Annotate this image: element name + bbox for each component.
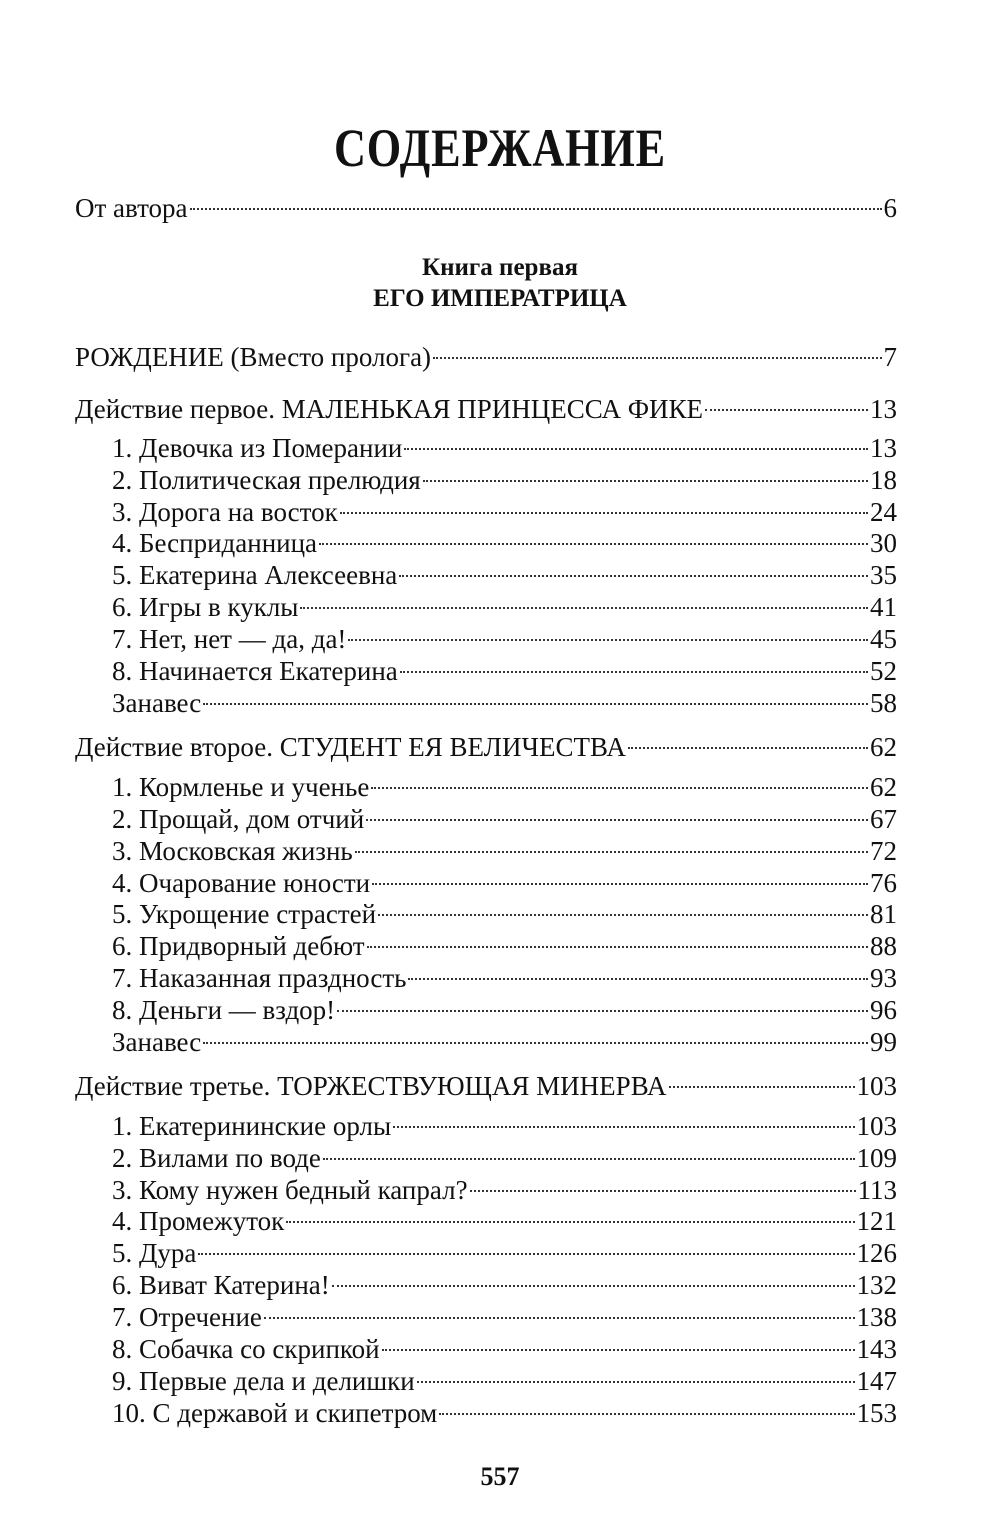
dot-leader: [433, 357, 881, 359]
dot-leader: [203, 1042, 868, 1044]
toc-chapter: [112, 622, 897, 656]
toc-entry-label: Занавес: [112, 688, 202, 718]
toc-entry-page: 103: [856, 1111, 897, 1141]
book-subtitle: ЕГО ИМПЕРАТРИЦА: [373, 285, 627, 312]
toc-entry-page: 126: [856, 1238, 897, 1268]
dot-leader: [439, 1413, 854, 1415]
dot-leader: [669, 1086, 855, 1088]
toc-chapter: [112, 558, 897, 592]
toc-act-1: [75, 392, 897, 426]
toc-chapter: [112, 993, 897, 1027]
toc-entry-page: 58: [870, 688, 897, 718]
dot-leader: [399, 575, 868, 577]
toc-entry-label: 9. Первые дела и делишки: [112, 1366, 415, 1396]
dot-leader: [332, 1285, 855, 1287]
toc-entry-label: 2. Политическая прелюдия: [112, 465, 421, 495]
toc-entry-page: 35: [870, 560, 897, 590]
toc-entry-label: 6. Придворный дебют: [112, 931, 365, 961]
toc-entry-label: 4. Промежуток: [112, 1206, 285, 1236]
toc-entry-page: 13: [870, 394, 897, 424]
dot-leader: [340, 512, 868, 514]
toc-entry-page: 88: [870, 931, 897, 961]
toc-entry-page: 13: [870, 433, 897, 463]
toc-chapter: [112, 590, 897, 624]
dot-leader: [705, 409, 868, 411]
book-heading: Книга первая: [422, 254, 578, 281]
toc-entry-label: 3. Дорога на восток: [112, 497, 338, 527]
toc-entry-label: 1. Екатерининские орлы: [112, 1111, 392, 1141]
dot-leader: [203, 703, 868, 705]
dot-leader: [348, 639, 868, 641]
dot-leader: [423, 480, 868, 482]
dot-leader: [417, 1381, 855, 1383]
toc-chapter: [112, 431, 897, 465]
page-number: 557: [480, 1462, 520, 1491]
toc-chapter: [112, 495, 897, 529]
toc-chapter: [112, 686, 897, 720]
toc-entry-label: 3. Кому нужен бедный капрал?: [112, 1175, 468, 1205]
toc-chapter: [112, 961, 897, 995]
toc-entry-label: Действие третье. ТОРЖЕСТВУЮЩАЯ МИНЕРВА: [75, 1071, 667, 1101]
toc-chapter: [112, 1236, 897, 1270]
toc-entry-label: 7. Отречение: [112, 1302, 262, 1332]
dot-leader: [367, 946, 868, 948]
toc-chapter: [112, 802, 897, 836]
toc-entry-label: 4. Очарование юности: [112, 868, 371, 898]
dot-leader: [372, 883, 868, 885]
toc-entry-page: 41: [870, 592, 897, 622]
toc-entry-page: 81: [870, 899, 897, 929]
dot-leader: [323, 1158, 855, 1160]
toc-entry-label: 4. Бесприданница: [112, 528, 318, 558]
toc-chapter: [112, 929, 897, 963]
toc-chapter: [112, 1300, 897, 1334]
toc-entry-label: 10. С державой и скипетром: [112, 1398, 438, 1428]
toc-entry-label: 5. Екатерина Алексеевна: [112, 560, 398, 590]
dot-leader: [355, 851, 868, 853]
toc-chapter: [112, 1364, 897, 1398]
toc-entry-page: 52: [870, 656, 897, 686]
toc-entry-page: 96: [870, 995, 897, 1025]
toc-entry-label: Действие второе. СТУДЕНТ ЕЯ ВЕЛИЧЕСТВА: [75, 732, 626, 762]
toc-entry-page: 7: [883, 342, 897, 372]
toc-entry-prologue: [75, 340, 897, 374]
toc-entry-page: 72: [870, 836, 897, 866]
dot-leader: [264, 1317, 855, 1319]
page-title: СОДЕРЖАНИЕ: [333, 118, 667, 178]
toc-entry-page: 121: [856, 1206, 897, 1236]
toc-entry-page: 109: [856, 1143, 897, 1173]
dot-leader: [319, 543, 868, 545]
dot-leader: [337, 1010, 868, 1012]
toc-entry-label: 1. Кормленье и ученье: [112, 772, 370, 802]
toc-entry-label: 7. Нет, нет — да, да!: [112, 624, 347, 654]
toc-entry-intro: [75, 191, 897, 225]
toc-entry-page: 30: [870, 528, 897, 558]
toc-chapter: [112, 834, 897, 868]
toc-entry-label: 5. Дура: [112, 1238, 197, 1268]
toc-chapter: [112, 1109, 897, 1143]
toc-act-2: [75, 730, 897, 764]
toc-chapter: [112, 1025, 897, 1059]
toc-entry-label: 6. Игры в куклы: [112, 592, 299, 622]
toc-entry-page: 93: [870, 963, 897, 993]
dot-leader: [371, 787, 868, 789]
toc-entry-page: 18: [870, 465, 897, 495]
toc-entry-page: 103: [856, 1071, 897, 1101]
dot-leader: [378, 914, 868, 916]
toc-entry-label: 2. Вилами по воде: [112, 1143, 321, 1173]
dot-leader: [404, 448, 868, 450]
toc-entry-label: 7. Наказанная праздность: [112, 963, 407, 993]
toc-entry-label: 2. Прощай, дом отчий: [112, 804, 365, 834]
toc-entry-page: 45: [870, 624, 897, 654]
toc-entry-page: 6: [883, 193, 897, 223]
toc-entry-page: 138: [856, 1302, 897, 1332]
toc-chapter: [112, 1204, 897, 1238]
dot-leader: [400, 671, 868, 673]
toc-entry-page: 132: [856, 1270, 897, 1300]
dot-leader: [198, 1253, 854, 1255]
toc-entry-label: Занавес: [112, 1027, 202, 1057]
toc-entry-page: 62: [870, 732, 897, 762]
toc-chapter: [112, 866, 897, 900]
toc-entry-label: Действие первое. МАЛЕНЬКАЯ ПРИНЦЕССА ФИКЕ: [75, 394, 704, 424]
toc-entry-label: 8. Деньги — вздор!: [112, 995, 336, 1025]
dot-leader: [366, 819, 868, 821]
toc-entry-label: 8. Начинается Екатерина: [112, 656, 398, 686]
toc-entry-page: 62: [870, 772, 897, 802]
toc-act-3: [75, 1069, 897, 1103]
toc-chapter: [112, 654, 897, 688]
dot-leader: [628, 747, 868, 749]
toc-entry-page: 67: [870, 804, 897, 834]
dot-leader: [382, 1349, 855, 1351]
toc-chapter: [112, 1332, 897, 1366]
toc-chapter: [112, 1396, 897, 1430]
toc-entry-label: 8. Собачка со скрипкой: [112, 1334, 380, 1364]
toc-entry-label: 1. Девочка из Померании: [112, 433, 403, 463]
toc-entry-page: 99: [870, 1027, 897, 1057]
toc-chapter: [112, 897, 897, 931]
dot-leader: [408, 978, 868, 980]
toc-entry-page: 143: [856, 1334, 897, 1364]
toc-entry-page: 76: [870, 868, 897, 898]
toc-entry-page: 113: [857, 1175, 897, 1205]
toc-entry-page: 24: [870, 497, 897, 527]
dot-leader: [190, 208, 882, 210]
toc-entry-label: От автора: [75, 193, 188, 223]
toc-chapter: [112, 1268, 897, 1302]
dot-leader: [286, 1221, 854, 1223]
toc-entry-label: РОЖДЕНИЕ (Вместо пролога): [75, 342, 432, 372]
toc-entry-label: 5. Укрощение страстей: [112, 899, 377, 929]
toc-chapter: [112, 1173, 897, 1207]
dot-leader: [300, 607, 868, 609]
toc-entry-label: 3. Московская жизнь: [112, 836, 353, 866]
toc-entry-page: 153: [856, 1398, 897, 1428]
toc-entry-label: 6. Виват Катерина!: [112, 1270, 330, 1300]
toc-chapter: [112, 526, 897, 560]
toc-chapter: [112, 1141, 897, 1175]
toc-chapter: [112, 463, 897, 497]
dot-leader: [470, 1190, 856, 1192]
toc-chapter: [112, 770, 897, 804]
toc-entry-page: 147: [856, 1366, 897, 1396]
dot-leader: [393, 1126, 854, 1128]
